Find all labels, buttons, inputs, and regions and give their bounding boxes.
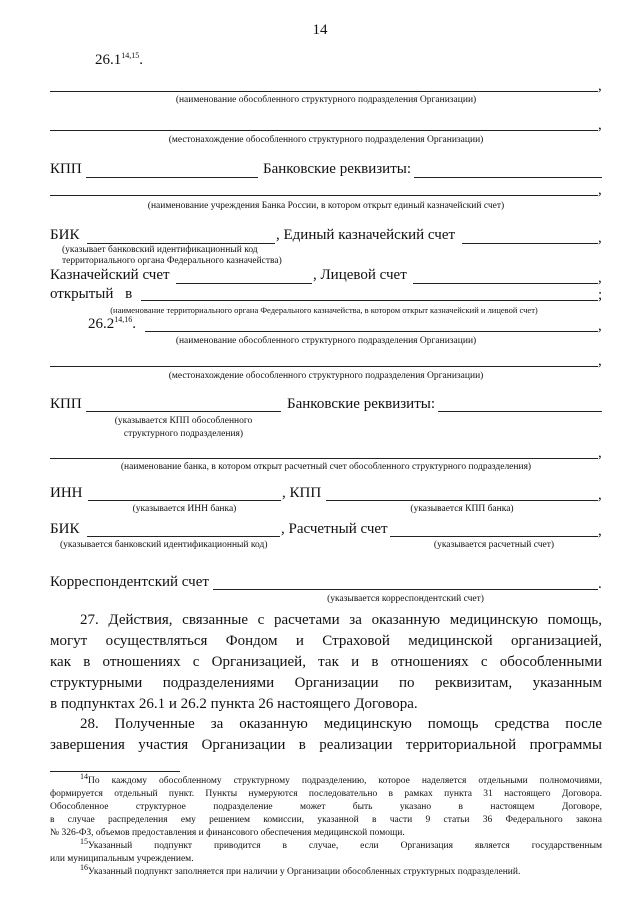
- org-unit2-location-hint: (местонахождение обособленного структурного подразделения Организации): [168, 371, 484, 381]
- treasury-account-field[interactable]: [462, 243, 598, 244]
- footnote-ref: 14,16: [114, 315, 133, 324]
- bank-details-field[interactable]: [414, 177, 602, 178]
- kpp3-label: , КПП: [282, 485, 322, 501]
- kpp3-hint: (указывается КПП банка): [410, 504, 514, 514]
- corr-account-field[interactable]: [213, 589, 598, 590]
- kpp2-field[interactable]: [86, 411, 281, 412]
- footnote-15: $^{15}$Указанный подпункт приводится в случае, если Организация является государственным или муниципальным учреждением.: [50, 836, 602, 864]
- settlement-account-label: , Расчетный счет: [281, 521, 388, 537]
- bik2-hint: (указывается банковский идентификационный код): [60, 540, 268, 550]
- footnote-separator: [50, 771, 180, 772]
- personal-account-field[interactable]: [413, 283, 598, 284]
- bank-details-label: Банковские реквизиты:: [263, 161, 412, 177]
- inn-field[interactable]: [88, 500, 281, 501]
- corr-account-hint: (указывается корреспондентский счет): [327, 594, 484, 604]
- settlement-account-hint: (указывается расчетный счет): [433, 540, 555, 550]
- kpp-label: КПП: [50, 161, 82, 177]
- bank2-name-field[interactable]: [50, 458, 598, 459]
- kpp2-label: КПП: [50, 396, 82, 412]
- subsection-26-2-label: 26.2$^{14,16}$.: [88, 315, 136, 332]
- treasury-acc-field[interactable]: [176, 283, 312, 284]
- org-unit-location-field[interactable]: [50, 130, 598, 131]
- bank-name-field[interactable]: [50, 195, 598, 196]
- bik-hint-2: территориального органа Федерального казначейства): [62, 256, 282, 266]
- settlement-account-field[interactable]: [390, 536, 598, 537]
- org-unit2-name-hint: (наименование обособленного структурного подразделения Организации): [175, 336, 477, 346]
- bank2-name-hint: (наименование банка, в котором открыт расчетный счет обособленного структурного подразделения): [120, 462, 532, 472]
- treasury-acc-label: Казначейский счет: [50, 267, 170, 283]
- inn-hint: (указывается ИНН банка): [132, 504, 237, 514]
- bank-name-hint: (наименование учреждения Банка России, в котором открыт единый казначейский счет): [147, 201, 505, 211]
- kpp3-field[interactable]: [326, 500, 598, 501]
- paragraph-27: 27. Действия, связанные с расчетами за оказанную медицинскую помощь, могут осуществляться Фондом и Страховой медицинской организацией, как в отношениях с Организацией, так и в отношениях с обособленными структурными подразделениями Организации по реквизитам, указанным в подпунктах 26.1 и 26.2 пункта 26 настоящего Договора.: [50, 612, 602, 712]
- paragraph-28: 28. Полученные за оказанную медицинскую помощь средства после завершения участия Организации в реализации территориальной программы: [50, 716, 602, 753]
- bik-field[interactable]: [87, 243, 275, 244]
- subsection-26-1-label: 26.1$^{14,15}$.: [95, 51, 143, 68]
- opened-in-label: открытый в: [50, 286, 133, 302]
- org-unit-name-hint: (наименование обособленного структурного подразделения Организации): [175, 95, 477, 105]
- kpp-field[interactable]: [86, 177, 258, 178]
- footnote-ref: 14,15: [121, 51, 140, 60]
- bik-hint-1: (указывает банковский идентификационный код: [62, 245, 258, 255]
- bik2-label: БИК: [50, 521, 80, 537]
- kpp2-hint-1: (указывается КПП обособленного: [114, 416, 253, 426]
- opened-in-hint: (наименование территориального органа Федерального казначейства, в котором открыт казначейский и лицевой счет): [110, 305, 538, 315]
- inn-label: ИНН: [50, 485, 83, 501]
- kpp2-hint-2: структурного подразделения): [123, 429, 244, 439]
- personal-account-label: , Лицевой счет: [313, 267, 407, 283]
- org-unit-name-field[interactable]: [50, 91, 598, 92]
- org-unit2-name-field[interactable]: [145, 331, 598, 332]
- treasury-account-label: , Единый казначейский счет: [276, 227, 456, 243]
- footnote-16: $^{16}$Указанный подпункт заполняется при наличии у Организации обособленных структурных подразделений.: [80, 862, 521, 877]
- opened-in-field[interactable]: [141, 300, 598, 301]
- bank-details2-field[interactable]: [438, 411, 602, 412]
- corr-account-label: Корреспондентский счет: [50, 574, 209, 590]
- page-number: 14: [312, 22, 328, 38]
- org-unit-location-hint: (местонахождение обособленного структурного подразделения Организации): [168, 135, 484, 145]
- bank-details2-label: Банковские реквизиты:: [287, 396, 436, 412]
- bik2-field[interactable]: [87, 536, 280, 537]
- bik-label: БИК: [50, 227, 80, 243]
- footnote-14: $^{14}$По каждому обособленному структурному подразделению, которое наделяется отдельными полномочиями, формируется отдельный пункт. Пункты нумеруются последовательно в рамках пункта 31 настоящего Договора. Обособленное структурное подразделение может быть указано в настоящем Договоре, в случае распределения ему решением комиссии, указанной в части 9 статьи 36 Федерального закона № 326-ФЗ, объемов предоставления и финансового обеспечения медицинской помощи.: [50, 771, 602, 838]
- org-unit2-location-field[interactable]: [50, 366, 598, 367]
- document-page: 14 26.1$^{14,15}$. , (наименование обособленного структурного подразделения Организации) , (местонахождение обособленного структурного подразделения Организации) КПП Банковские реквизиты: , (наименование учреждения Банка России, в котором открыт единый казначейский счет) БИК , Единый казначейский счет , (указывает банковский идентификационный код территориального органа Федерального казначейства) Казначейский счет , Лицевой счет , открытый в ; (наименование территориального органа Федерального казначейства, в котором открыт казначейский и лицевой счет) 26.2$^{14,16}$. , (наименование обособленного структурного подразделения Организации) , (местонахождение обособленного структурного подразделения Организации) КПП Банковские реквизиты: (указывается КПП обособленного структурного подразделения) , (наименование банка, в котором открыт расчетный счет обособленного структурного подразделения) ИНН , КПП , (указывается ИНН банка) (указывается КПП банка) БИК , Расчетный счет , (указывается банковский идентификационный код) (указывается расчетный счет) Корреспондентский счет . (указывается корреспондентский счет) 27. Действия, связанные с расчетами за оказанную медицинскую помощь, могут осуществляться Фондом и Страховой медицинской организацией, как в отношениях с Организацией, так и в отношениях с обособленными структурными подразделениями Организации по реквизитам, указанным в подпунктах 26.1 и 26.2 пункта 26 настоящего Договора. 28. Полученные за оказанную медицинскую помощь средства после завершения участия Организации в реализации территориальной программы $^{14}$По каждому обособленному структурному подразделению, которое наделяется отдельными полномочиями, формируется отдельный пункт. Пункты нумеруются последовательно в рамках пункта 31 настоящего Договора. Обособленное структурное подразделение может быть указано в настоящем Договоре, в случае распределения ему решением комиссии, указанной в части 9 статьи 36 Федерального закона № 326-ФЗ, объемов предоставления и финансового обеспечения медицинской помощи. $^{15}$Указанный подпункт приводится в случае, если Организация является государственным или муниципальным учреждением. $^{16}$Указанный подпункт заполняется при наличии у Организации обособленных структурных подразделений.: [0, 0, 640, 905]
